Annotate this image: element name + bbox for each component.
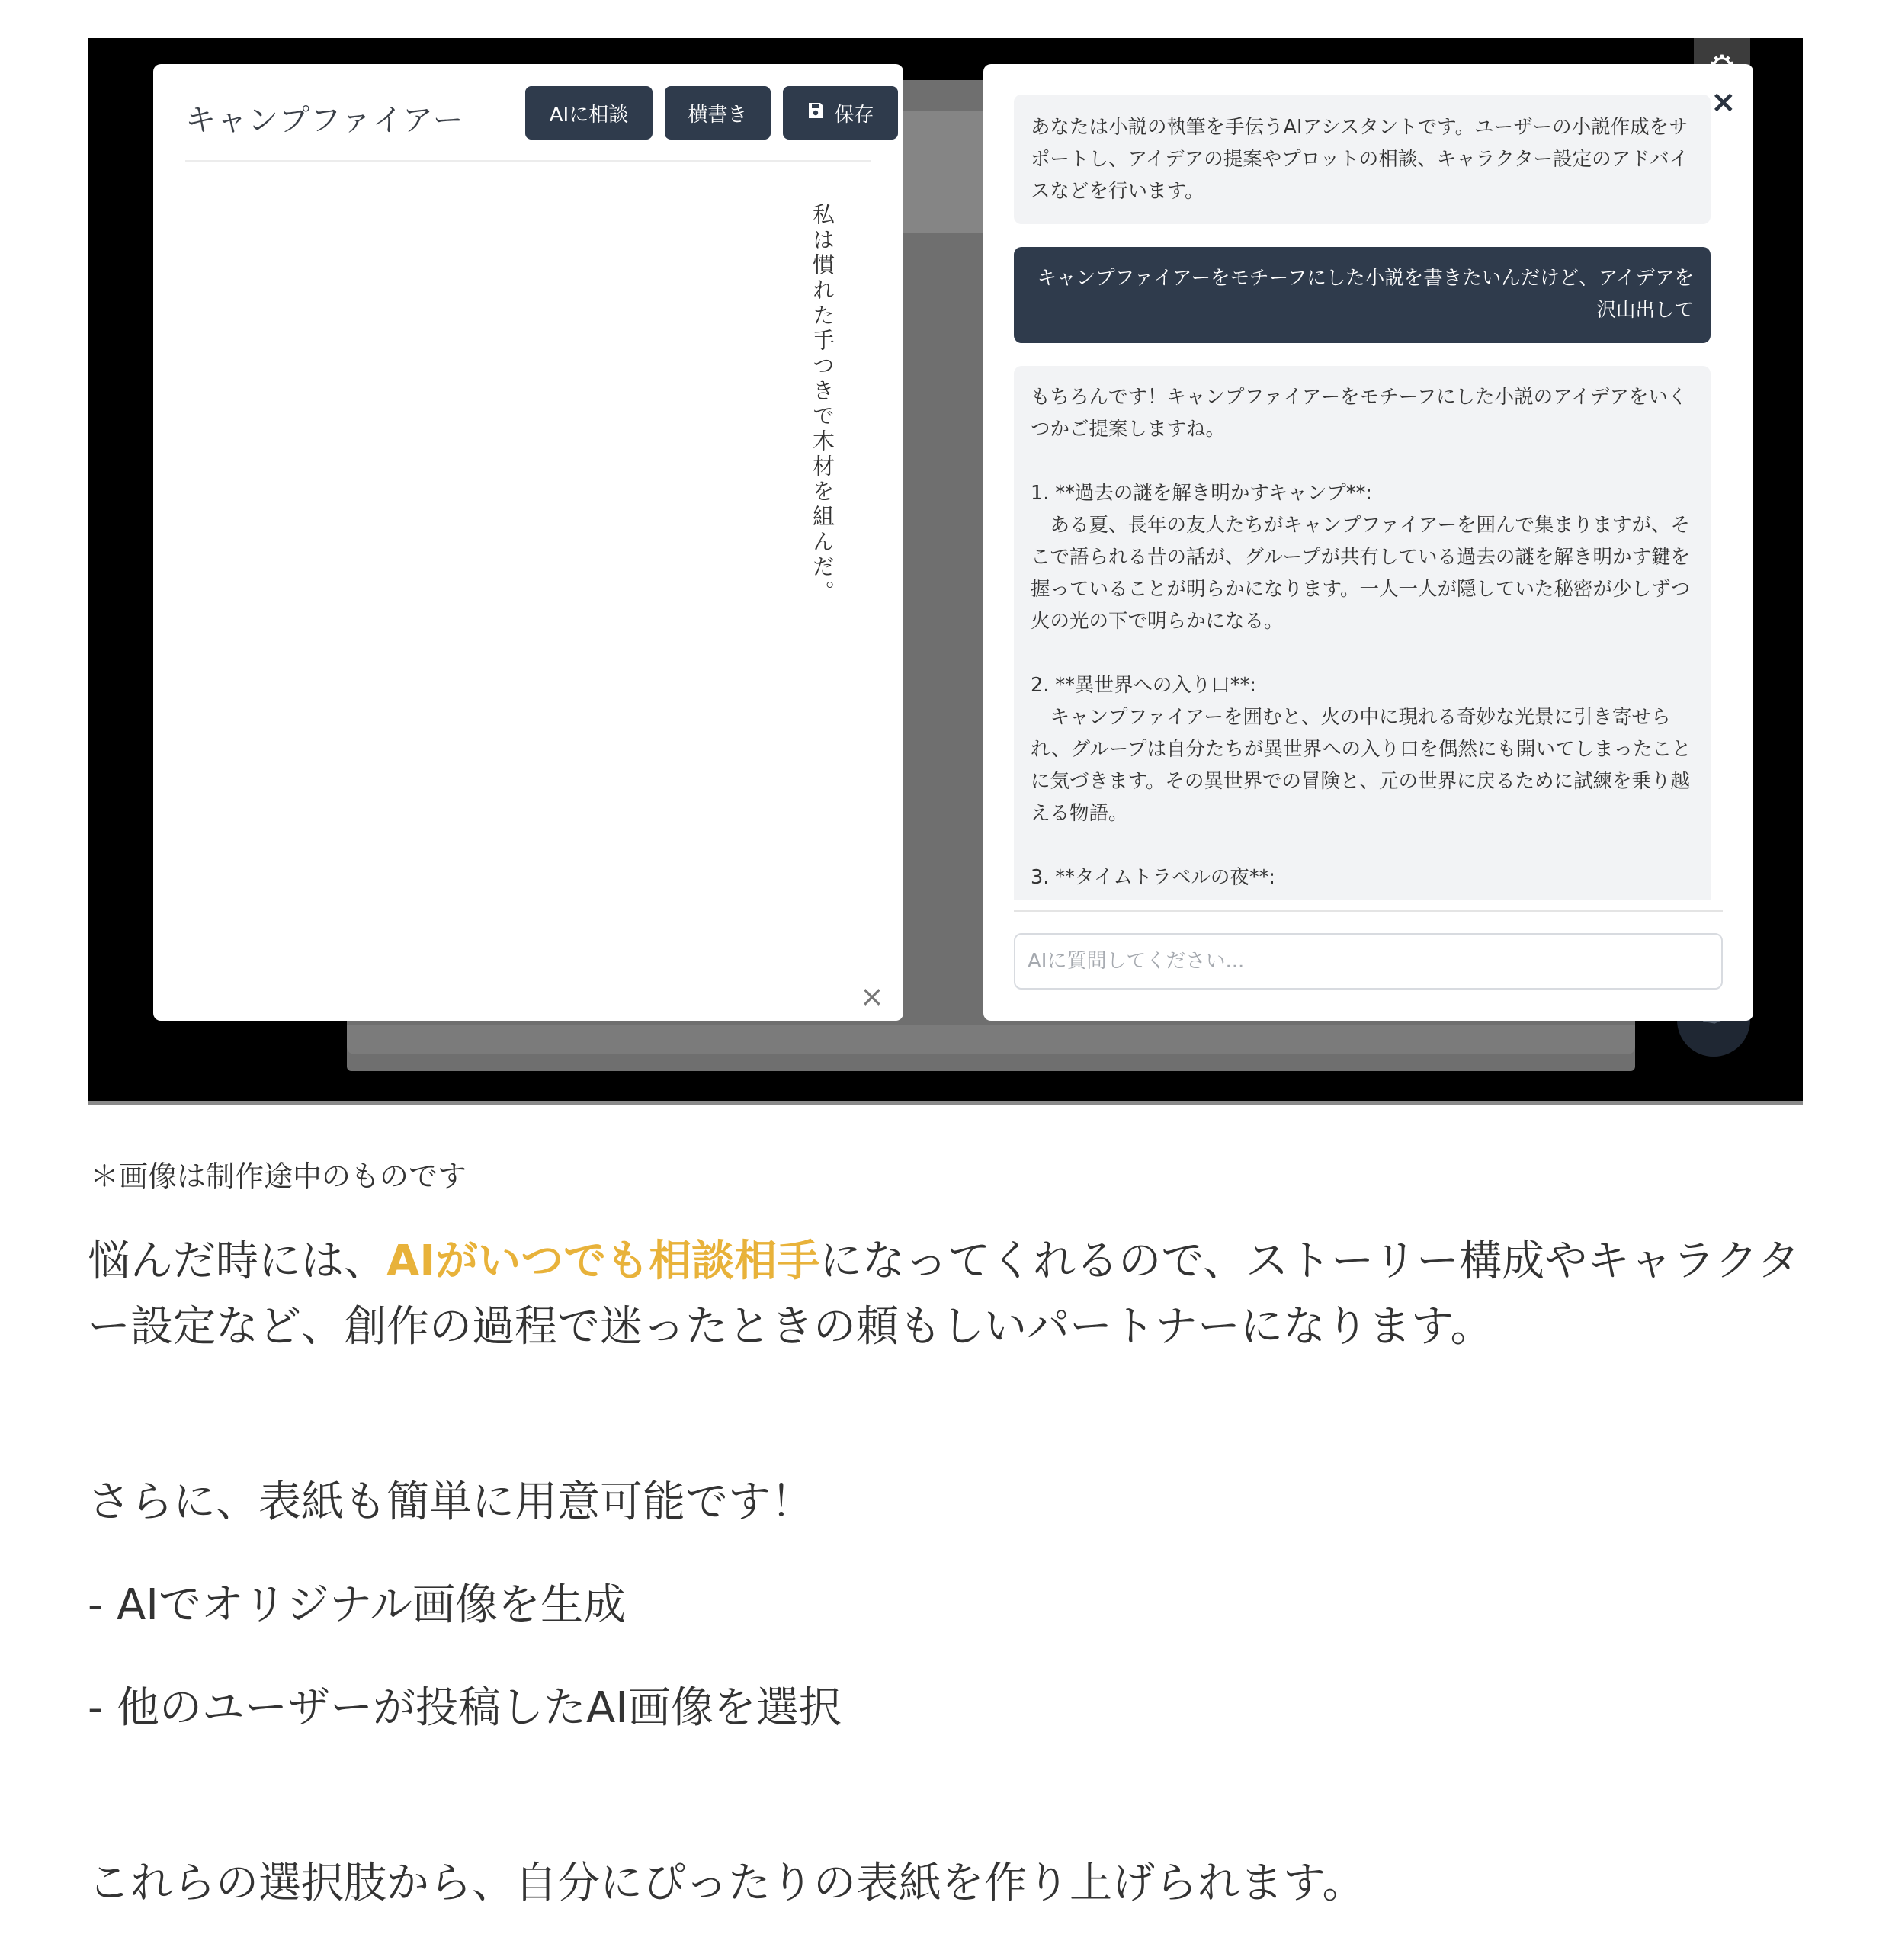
paragraph-ai-consult (88, 1229, 1810, 1360)
paragraph-ai-consult-pre: 悩んだ時には、 (88, 1237, 386, 1286)
save-button[interactable] (783, 86, 898, 140)
ai-consult-label: AIに相談 (549, 103, 629, 127)
background-footer-strip (347, 1025, 1635, 1054)
paragraph-cover: さらに、表紙も簡単に用意可能です！ (88, 1477, 813, 1527)
assistant-message: もちろんです！キャンプファイアーをモチーフにした小説のアイデアをいくつかご提案しますね。 1. **過去の謎を解き明かすキャンプ**: ある夏、長年の友人たちがキャンプファイアーを囲んで集まりますが、そこで語られる昔の話が、グループが共有している過去の謎を解き明かす鍵を握っていることが明らかになります。一人一人が隠していた秘密が少しずつ火の光の下で明らかになる。 2. **異世界への入り口**: キャンプファイアーを囲むと、火の中に現れる奇妙な光景に引き寄せられ、グループは自分たちが異世界への入り口を偶然にも開いてしまったことに気づきます。その異世界での冒険と、元の世界に戻るために試練を乗り越える物語。 3. **タイムトラベルの夜**: (1014, 366, 1711, 900)
chat-input[interactable] (1014, 933, 1723, 990)
paragraph-conclusion: これらの選択肢から、自分にぴったりの表紙を作り上げられます。 (88, 1859, 1365, 1908)
chat-message-list[interactable] (1014, 95, 1711, 900)
screenshot-bottom-border (88, 1101, 1803, 1105)
save-disk-icon (807, 101, 825, 125)
ai-consult-button[interactable] (525, 86, 653, 140)
chat-divider (1014, 910, 1723, 912)
editor-modal (153, 64, 903, 1021)
highlight-ai-consult: AIがいつでも相談相手 (386, 1237, 820, 1286)
list-item-generate-image: - AIでオリジナル画像を生成 (88, 1580, 627, 1630)
horizontal-writing-button[interactable] (665, 86, 771, 140)
editor-title: キャンプファイアー (185, 103, 464, 138)
user-message: キャンプファイアーをモチーフにした小説を書きたいんだけど、アイデアを沢山出して (1014, 247, 1711, 343)
system-message: あなたは小説の執筆を手伝うAIアシスタントです。ユーザーの小説作成をサポートし、アイデアの提案やプロットの相談、キャラクター設定のアドバイスなどを行います。 (1014, 95, 1711, 224)
paragraph-ai-consult-post: になってくれるので、ストーリー構成やキャラクター設定など、創作の過程で迷ったときの頼もしいパートナーになります。 (88, 1237, 1800, 1352)
app-screenshot (88, 38, 1803, 1104)
close-icon[interactable]: × (860, 980, 884, 1013)
horizontal-writing-label: 横書き (688, 103, 748, 127)
editor-body-text[interactable]: 私は慣れた手つきで木材を組んだ。 (810, 203, 835, 605)
close-icon[interactable]: × (1711, 85, 1736, 120)
image-caption-note: ＊画像は制作途中のものです (90, 1160, 467, 1193)
ai-chat-modal (983, 64, 1753, 1021)
editor-divider (185, 160, 871, 162)
save-label: 保存 (834, 103, 874, 127)
list-item-select-image: - 他のユーザーが投稿したAI画像を選択 (88, 1683, 842, 1733)
